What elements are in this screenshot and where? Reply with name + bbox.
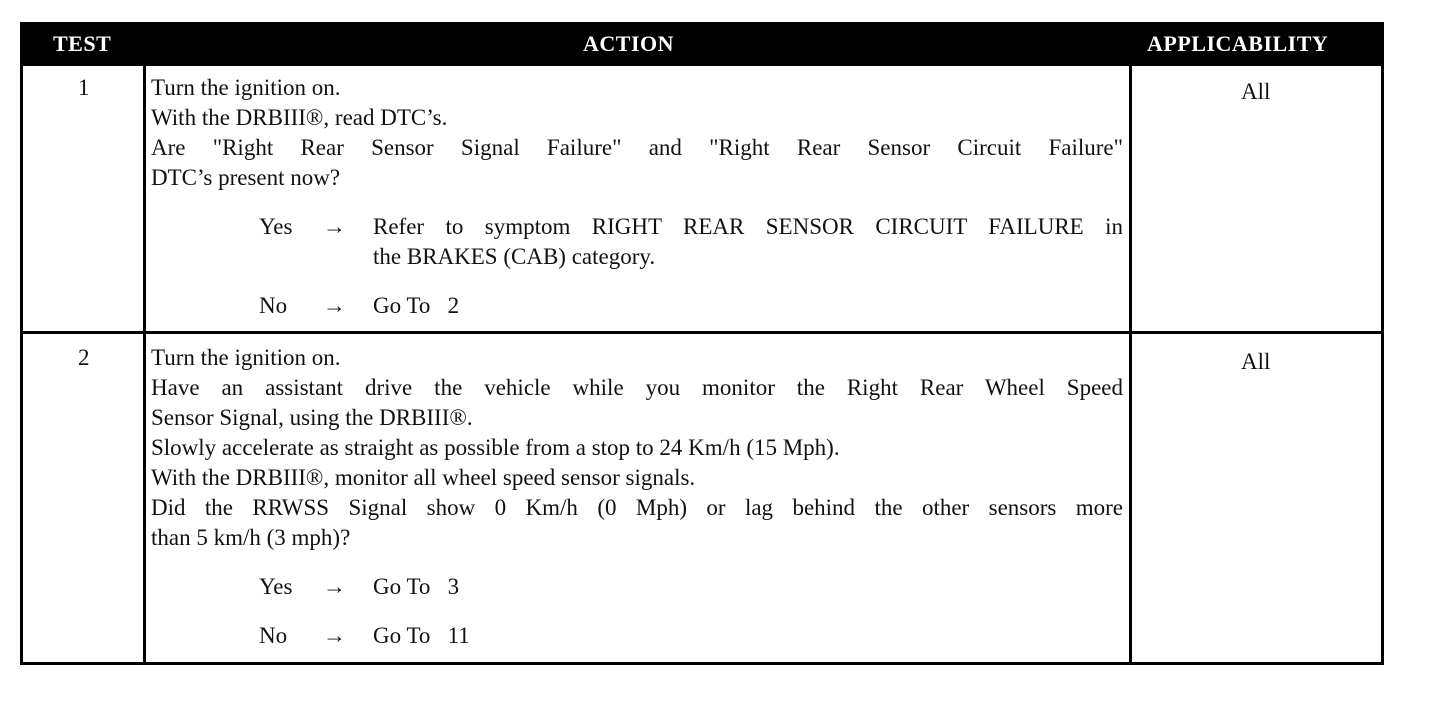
row-2-line-6: Did the RRWSS Signal show 0 Km/h (0 Mph) or lag behind the other sensors more — [151, 495, 1123, 520]
row-2-line-1: Turn the ignition on. — [151, 345, 341, 370]
column-divider-applicability — [1129, 66, 1132, 662]
header-action: ACTION — [583, 31, 675, 56]
row-2-yes-label: Yes — [259, 574, 293, 599]
row-1-line-4: DTC’s present now? — [151, 165, 341, 190]
row-2-line-4: Slowly accelerate as straight as possible from a stop to 24 Km/h (15 Mph). — [151, 435, 840, 460]
row-1-yes-result-line-1: Refer to symptom RIGHT REAR SENSOR CIRCUIT FAILURE in — [373, 214, 1123, 239]
row-2-no-label: No — [259, 623, 288, 648]
row-1-test-number: 1 — [78, 75, 90, 100]
diagnostic-test-table — [20, 22, 1384, 665]
row-1-yes-label: Yes — [259, 214, 293, 239]
row-1-no-label: No — [259, 293, 288, 318]
arrow-icon: → — [323, 214, 346, 239]
arrow-icon: → — [323, 293, 346, 318]
header-applicability: APPLICABILITY — [1147, 31, 1329, 56]
column-divider-test — [143, 66, 146, 662]
row-1-applicability: All — [1241, 79, 1271, 104]
table-header — [23, 25, 1381, 66]
row-1-line-2: With the DRBIII®, read DTC’s. — [151, 105, 448, 130]
arrow-icon: → — [323, 574, 346, 599]
row-1-line-3: Are "Right Rear Sensor Signal Failure" and "Right Rear Sensor Circuit Failure" — [151, 135, 1123, 160]
row-2-action — [151, 343, 1123, 553]
row-1-no-result: Go To 2 — [373, 293, 460, 318]
row-2-line-7: than 5 km/h (3 mph)? — [151, 525, 351, 550]
row-divider — [23, 331, 1381, 334]
row-1-yes-result-line-2: the BRAKES (CAB) category. — [373, 244, 656, 269]
row-2-yes-result: Go To 3 — [373, 574, 460, 599]
row-2-line-3: Sensor Signal, using the DRBIII®. — [151, 405, 473, 430]
row-2-applicability: All — [1241, 349, 1271, 374]
row-1-line-1: Turn the ignition on. — [151, 75, 341, 100]
header-test: TEST — [53, 31, 112, 56]
row-2-line-5: With the DRBIII®, monitor all wheel speed sensor signals. — [151, 465, 696, 490]
row-2-no-result: Go To 11 — [373, 623, 470, 648]
arrow-icon: → — [323, 623, 346, 648]
row-2-line-2: Have an assistant drive the vehicle while you monitor the Right Rear Wheel Speed — [151, 375, 1123, 400]
row-2-test-number: 2 — [78, 345, 90, 370]
row-1-action — [151, 73, 1123, 193]
